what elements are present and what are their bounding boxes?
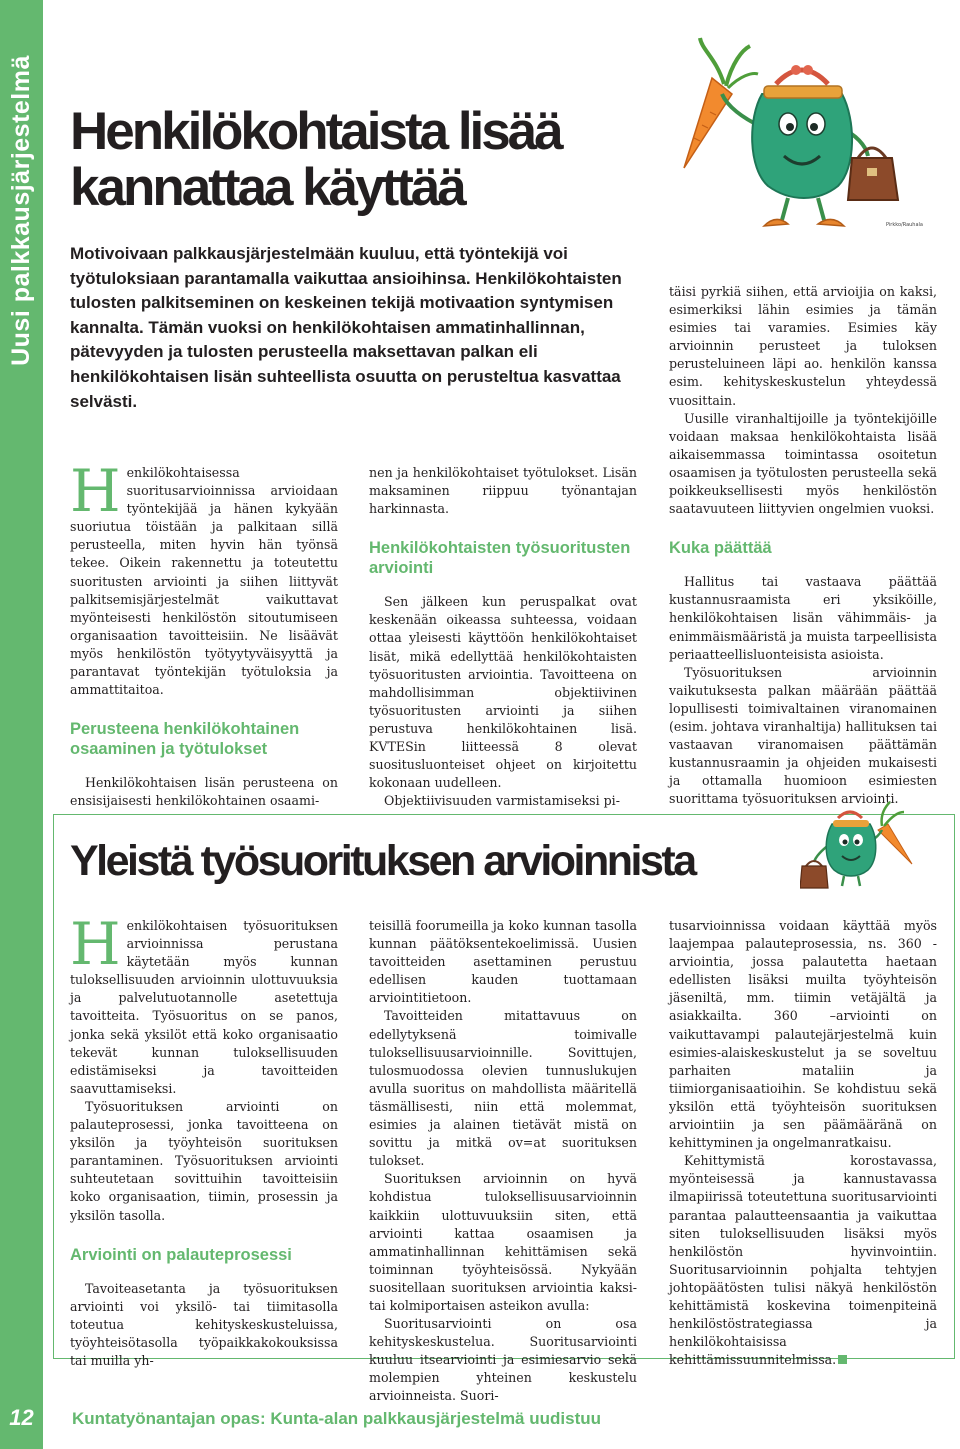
- page-number: 12: [9, 1405, 34, 1430]
- paragraph: Työsuorituksen arvioinnin vaikutuksesta palkan määrään päättää lopullisesti toimivaltainen viranomainen (esim. johtava viranhaltija) hallituksen tai vastaavan viranomaisen päättämän kustannusraamin ja ohjeiden mukaisesti ja ottamalla huomioon esimiesten suorittama työsuorituksen arviointi.: [669, 664, 937, 807]
- illustrator-signature: Pirkko/Rauhala: [886, 222, 923, 228]
- box-column-3: [669, 917, 937, 1369]
- paragraph: Suorituksen arvioinnin on hyvä kohdistua tuloksellisuusarvioinnin kaikkiin ulottuvuuksiin siten, että arviointi kattaa osaamisen ja ammatinhallinnan kehittämisen sekä toiminnan työyhteisössä. Nykyään suositellaan suorituksen arviointia kaksi- tai kolmiportaisen asteikon avulla:: [369, 1171, 637, 1313]
- subheading: Perusteena henkilökohtainen osaaminen ja työtulokset: [70, 720, 300, 759]
- paragraph: Tavoitteiden mitattavuus on edellytyksenä toimivalle tuloksellisuusarvioinnille. Sovittujen, tulosmuodossa olevien tunnuslukujen avulla suoritus on mahdollista määritellä täsmällisesti, niin että molemmat, esimies ja alainen tietävät mistä on sovittu ja mitkä ov=at suorituksen tulokset.: [369, 1008, 637, 1169]
- paragraph: tusarvioinnissa voidaan käyttää myös laajempaa palauteprosessia, ns. 360 -arviointia, jossa palautetta haetaan edellisten lisäksi muilta työyhteisön jäseniltä, mm. tiimin vetäjältä ja asiakkailta. 360 –arviointi on vaikuttavampi palautejärjestelmä kuin esimies-alaiskeskustelut ja se soveltuu parhaiten mataliin ja tiimiorganisaatioihin. Se kohdistuu sekä yksilön että työyhteisön suorituksen arviointiin ja sen päämääränä on kehittyminen ja ongelmanratkaisu.: [669, 918, 937, 1151]
- paragraph: nen ja henkilökohtaiset työtulokset. Lisän maksaminen riippuu työnantajan harkinnasta.: [369, 465, 637, 517]
- article-column-1: [70, 457, 338, 810]
- article-column-2: [369, 464, 637, 810]
- article-title-line-2: kannattaa käyttää: [70, 158, 464, 217]
- box-column-2: [369, 917, 637, 1406]
- subheading: Arviointi on palauteprosessi: [70, 1245, 292, 1264]
- box-column-1: [70, 910, 338, 1370]
- paragraph: Hallitus tai vastaava päättää kustannusraamista eri yksiköille, henkilökohtaisen lisän vähimmäis- ja enimmäismääristä ja muista tarpeellisista periaatteellisluonteisista asioista.: [669, 574, 937, 662]
- paragraph: teisillä foorumeilla ja koko kunnan tasolla kunnan päätöksentekoelimissä. Uusien tavoitteiden asettaminen perustuu edellisen kauden tuottamaan arviointitietoon.: [369, 918, 637, 1006]
- carrot-icon: [684, 38, 758, 168]
- purse-icon: [826, 812, 876, 876]
- article-title: [70, 104, 561, 216]
- paragraph: [669, 1152, 937, 1369]
- paragraph: Työsuorituksen arviointi on palauteprosessi, jonka tavoitteena on yksilön ja työyhteisön suorituksen parantaminen. Työsuorituksen arviointi suhteutetaan sovittuihin tavoitteisiin koko organisaation, tiimin, prosessin ja yksilön tasolla.: [70, 1098, 338, 1223]
- sidebar: [0, 0, 43, 1449]
- dropcap: H: [70, 457, 121, 525]
- paragraph: Tavoiteasetanta ja työsuorituksen arviointi voi yksilö- tai tiimitasolla toteutua kehityskeskusteluissa, työyhteisötasolla työpaikkakokouksissa tai muilla yh-: [70, 1280, 338, 1368]
- box-title: Yleistä työsuorituksen arvioinnista: [70, 837, 695, 885]
- carrot-icon: [878, 802, 912, 864]
- subheading: Henkilökohtaisten työsuoritusten arviointi: [369, 539, 631, 578]
- sidebar-title: Uusi palkkausjärjestelmä: [7, 54, 35, 366]
- handbag-icon: [848, 148, 898, 200]
- paragraph: Objektiivisuuden varmistamiseksi pi-: [384, 793, 620, 809]
- paragraph: Sen jälkeen kun peruspalkat ovat keskenään oikeassa suhteessa, voidaan ottaa yleisesti käyttöön henkilökohtaiset lisät, mikä edellyttää henkilökohtaisten työsuoritusten arviointia. Tavoitteena on mahdollisimman objektiivinen työsuoritusten arviointi ja siihen perustuva henkilökohtainen lisä. KVTESin liitteessä 8 olevat suositusluonteiset ohjeet on kirjoitettu kokonaan uudelleen.: [369, 594, 637, 791]
- purse-mascot-illustration: [672, 28, 952, 238]
- handbag-icon: [800, 861, 828, 888]
- paragraph: enkilökohtaisen työsuorituksen arvioinnissa perustana käytetään myös kunnan tuloksellisuuden arvioinnin ulottuvuuksia ja palvelutuotannolle asetettuja tavoitteita. Työsuoritus on se panos, jonka sekä yksilöt että koko organisaatio tekevät kunnan tuloksellisuuden edistämiseksi ja tavoitteiden saavuttamiseksi.: [70, 918, 338, 1096]
- paragraph-text: Kehittymistä korostavassa, myönteisessä ja kannustavassa ilmapiirissä toteutettuna suoritusarviointi parantaa palautteensaantia ja vaikuttaa siten tuloksellisuuden lisäksi myös henkilöstön hyvinvointiin. Suoritusarvioinnin pohjalta tehtyjen johtopäätösten tulisi näkyä henkilöstön kehittämistä koskevina toimenpiteinä henkilöstöstrategiassa ja henkilökohtaisissa kehittämissuunnitelmissa.: [669, 1153, 937, 1368]
- paragraph: Henkilökohtaisen lisän perusteena on ensisijaisesti henkilökohtainen osaami-: [70, 775, 338, 809]
- paragraph: enkilökohtaisessa suoritusarvioinnissa arvioidaan työntekijää ja hänen kykyään suoriutua töistään ja palkitaan sillä perusteella, miten hyvin hän työnsä tekee. Oikein rakennettu ja toteutettu suoritusten arviointi ja siihen liittyvät palkitsemisjärjestelmät vaikuttavat myönteisesti henkilöstön sitoutumiseen organisaation tavoitteisiin. Ne lisäävät myös henkilöstön työtyytyväisyyttä ja parantavat työntekijän työtuloksia ja ammattitaitoa.: [70, 465, 338, 698]
- paragraph: Uusille viranhaltijoille ja työntekijöille voidaan maksaa henkilökohtaista lisää aikaisemmassa toimintassa osoitetun osaamisen ja työtulosten perusteella sekä poikkeuksellisesti myös henkilöstön saatavuuteen liittyvien ongelmien vuoksi.: [669, 410, 937, 517]
- footer-publication-title: Kuntatyönantajan opas: Kunta-alan palkkausjärjestelmä uudistuu: [72, 1409, 601, 1428]
- paragraph: täisi pyrkiä siihen, että arvioijia on kaksi, esimerkiksi lähin esimies ja tämän esimies tai varamies. Esimies käy arvioinnin perusteet ja tuloksen perusteluineen läpi ao. henkilön kanssa esim. kehityskeskustelun yhteydessä vuosittain.: [669, 284, 937, 408]
- dropcap: H: [70, 910, 121, 978]
- end-of-article-mark: [838, 1355, 847, 1364]
- article-lead: Motivoivaan palkkausjärjestelmään kuuluu, että työntekijä voi työtuloksiaan parantamalla vaikuttaa ansioihinsa. Henkilökohtaisten tulosten palkitseminen on keskeinen tekijä motivaation syntymisen kannalta. Tämän vuoksi on henkilökohtaisen ammatinhallinnan, pätevyyden ja tulosten perusteella maksettavan palkan eli henkilökohtaisen lisän suhteellista osuutta on perusteltua kasvattaa selvästi.: [70, 244, 622, 411]
- article-title-line-1: Henkilökohtaista lisää: [70, 102, 561, 161]
- subheading: Kuka päättää: [669, 539, 772, 558]
- small-purse-mascot-illustration: [800, 796, 920, 890]
- purse-icon: [752, 65, 852, 198]
- article-column-3: [669, 283, 937, 808]
- paragraph: Suoritusarviointi on osa kehityskeskustelua. Suoritusarviointi kuuluu itsearviointi ja esimiesarvio sekä molempien yhteinen keskustelu arvioinneista. Suori-: [369, 1316, 637, 1404]
